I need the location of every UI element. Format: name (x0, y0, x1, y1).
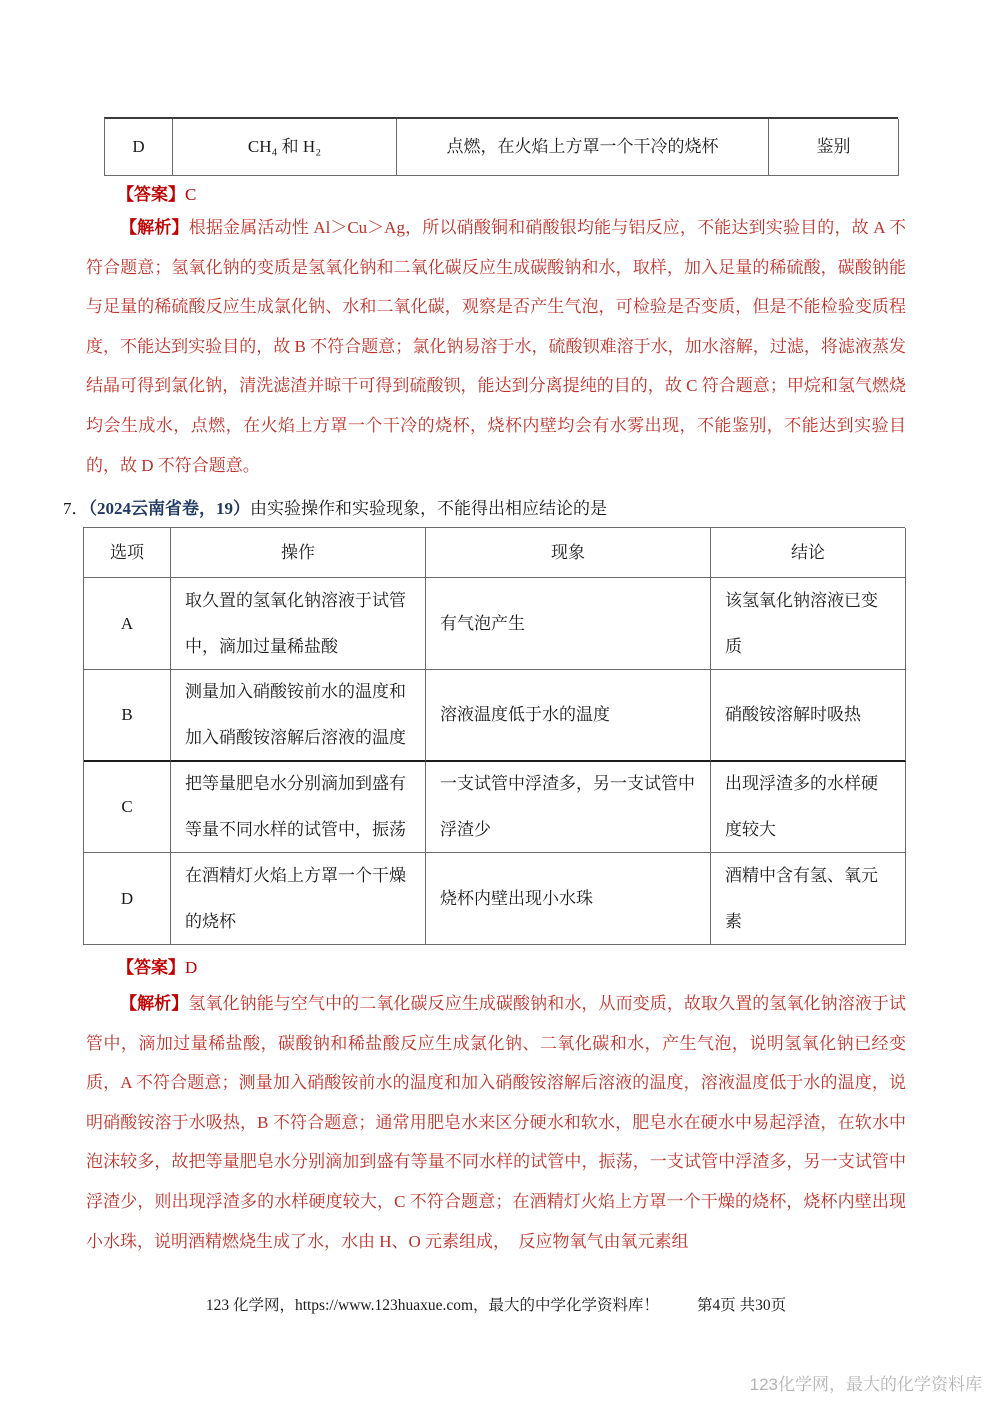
q7-answer-line (117, 953, 197, 978)
q6-row-d-option-cell: D (105, 119, 173, 176)
q7-row-d-operation: 在酒精灯火焰上方罩一个干燥的烧杯 (171, 853, 426, 945)
q6-analysis-text: 根据金属活动性 Al＞Cu＞Ag，所以硝酸铜和硝酸银均能与铝反应，不能达到实验目的，故 A 不符合题意；氢氧化钠的变质是氢氧化钠和二氧化碳反应生成碳酸钠和水，取样，加入足量的稀硫酸，碳酸钠能与足量的稀硫酸反应生成氯化钠、水和二氧化碳，观察是否产生气泡，可检验是否变质，但是不能检验变质程度，不能达到实验目的，故 B 不符合题意；氯化钠易溶于水，硫酸钡难溶于水，加水溶解，过滤，将滤液蒸发结晶可得到氯化钠，清洗滤渣并晾干可得到硫酸钡，能达到分离提纯的目的，故 C 符合题意；甲烷和氢气燃烧均会生成水，点燃，在火焰上方罩一个干冷的烧杯，烧杯内壁均会有水雾出现，不能鉴别，不能达到实验目的，故 D 不符合题意。 (86, 218, 907, 475)
q6-row-d-substances-cell: CH₄ 和 H₂ (173, 119, 397, 176)
q7-stem: 由实验操作和实验现象，不能得出相应结论的是 (250, 499, 607, 518)
q7-header-operation: 操作 (171, 528, 426, 578)
q7-header-option: 选项 (84, 528, 171, 578)
q7-row-a-phenomenon: 有气泡产生 (426, 578, 711, 670)
q6-row-d-purpose-cell: 鉴别 (769, 119, 899, 176)
q7-row-a-option: A (84, 578, 171, 670)
q7-stem-line (63, 494, 607, 519)
q7-row-c-conclusion: 出现浮渣多的水样硬度较大 (711, 762, 906, 853)
q7-row-a-operation: 取久置的氢氧化钠溶液于试管中，滴加过量稀盐酸 (171, 578, 426, 670)
q7-row-d-option: D (84, 853, 171, 945)
q7-analysis-label: 【解析】 (120, 994, 189, 1013)
q7-row-d-phenomenon: 烧杯内壁出现小水珠 (426, 853, 711, 945)
q7-row-c-operation: 把等量肥皂水分别滴加到盛有等量不同水样的试管中，振荡 (171, 762, 426, 853)
q7-row-d-conclusion: 酒精中含有氢、氧元素 (711, 853, 906, 945)
q6-answer-line (117, 180, 196, 205)
q7-answer-label: 【答案】 (117, 958, 185, 977)
q7-row-b-phenomenon: 溶液温度低于水的温度 (426, 670, 711, 762)
q6-analysis-paragraph (86, 208, 906, 485)
question7-table (83, 527, 905, 945)
q6-row-d-method-cell: 点燃，在火焰上方罩一个干冷的烧杯 (397, 119, 769, 176)
q7-header-conclusion: 结论 (711, 528, 906, 578)
page-footer (0, 1293, 992, 1315)
question6-table-fragment (104, 117, 898, 176)
q7-row-b-conclusion: 硝酸铵溶解时吸热 (711, 670, 906, 762)
footer-site-text: 123 化学网，https://www.123huaxue.com，最大的中学化学资料库！ (205, 1297, 660, 1314)
q6-analysis-label: 【解析】 (120, 218, 189, 237)
q7-analysis-paragraph (86, 984, 906, 1261)
q7-row-c-option: C (84, 762, 171, 853)
q7-row-b-option: B (84, 670, 171, 762)
q7-row-c-phenomenon: 一支试管中浮渣多，另一支试管中浮渣少 (426, 762, 711, 853)
q7-header-phenomenon: 现象 (426, 528, 711, 578)
q7-row-a-conclusion: 该氢氧化钠溶液已变质 (711, 578, 906, 670)
footer-page-number: 第4页 共30页 (697, 1297, 787, 1314)
q7-source: （2024云南省卷，19） (88, 499, 250, 518)
q7-analysis-text: 氢氧化钠能与空气中的二氧化碳反应生成碳酸钠和水，从而变质，故取久置的氢氧化钠溶液于试管中，滴加过量稀盐酸，碳酸钠和稀盐酸反应生成氯化钠、二氧化碳和水，产生气泡，说明氢氧化钠已经变质，A 不符合题意；测量加入硝酸铵前水的温度和加入硝酸铵溶解后溶液的温度，溶液温度低于水的温度，说明硝酸铵溶于水吸热，B 不符合题意；通常用肥皂水来区分硬水和软水，肥皂水在硬水中易起浮渣，在软水中泡沫较多，故把等量肥皂水分别滴加到盛有等量不同水样的试管中，振荡，一支试管中浮渣多，另一支试管中浮渣少，则出现浮渣多的水样硬度较大，C 不符合题意；在酒精灯火焰上方罩一个干燥的烧杯，烧杯内壁出现小水珠，说明酒精燃烧生成了水，水由 H、O 元素组成， 反应物氧气由氧元素组 (86, 994, 907, 1251)
q6-answer-label: 【答案】 (117, 185, 185, 204)
q7-answer-value: D (185, 958, 198, 977)
q6-answer-value: C (185, 185, 197, 204)
site-watermark: 123化学网，最大的化学资料库 (749, 1375, 982, 1394)
q7-row-b-operation: 测量加入硝酸铵前水的温度和加入硝酸铵溶解后溶液的温度 (171, 670, 426, 762)
q7-number: 7． (63, 499, 89, 518)
